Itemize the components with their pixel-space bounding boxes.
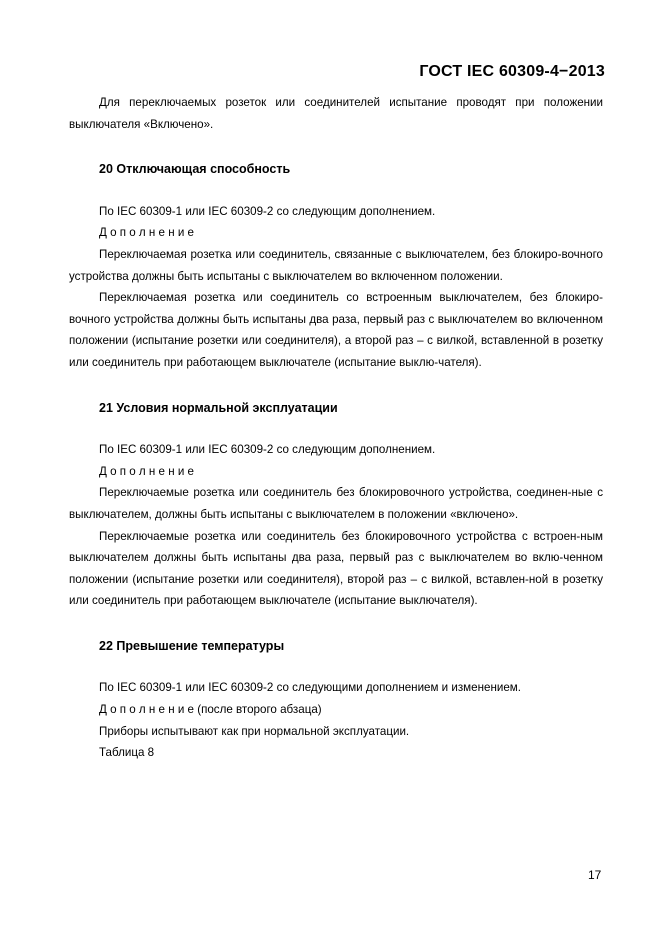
document-body (69, 92, 603, 764)
section-20-paragraph-2: Переключаемая розетка или соединитель со встроенным выключателем, без блокиро-вочного устройства должны быть испытаны два раза, первый раз с выключателем во включенном положении (испытание розетки или соединителя), а второй раз – с вилкой, вставленной в розетку или соединитель при работающем выключателе (испытание выклю-чателя). (69, 291, 603, 369)
section-21-paragraph-2: Переключаемые розетка или соединитель без блокировочного устройства с встроен-ным выключателем должны быть испытаны два раза, первый раз с выключателем во вклю-ченном положении (испытание розетки или соединителя), второй раз – с вилкой, вставлен-ной в розетку или соединитель при работающем выключателе (испытание выключателя). (69, 529, 603, 608)
page-number: 17 (588, 868, 602, 882)
section-22-addition-note: (после второго абзаца) (197, 703, 322, 717)
section-22-table-ref: Таблица 8 (99, 746, 155, 760)
section-21-paragraph-1: Переключаемые розетка или соединитель без блокировочного устройства, соединен-ные с выключателем, должны быть испытаны с выключателем в положении «включено». (69, 486, 603, 521)
section-20-addition: Д о п о л н е н и е (99, 226, 194, 240)
section-22-ref: По IEC 60309-1 или IEC 60309-2 со следующими дополнением и изменением. (99, 681, 521, 695)
section-22-paragraph-1: Приборы испытывают как при нормальной эксплуатации. (99, 724, 410, 738)
document-header: ГОСТ IEC 60309-4−2013 (419, 63, 605, 80)
section-21-addition: Д о п о л н е н и е (99, 464, 194, 478)
section-20-ref: По IEC 60309-1 или IEC 60309-2 со следующим дополнением. (99, 204, 436, 218)
section-20-title: 20 Отключающая способность (99, 162, 291, 177)
section-22-title: 22 Превышение температуры (99, 638, 285, 653)
section-21-ref: По IEC 60309-1 или IEC 60309-2 со следующим дополнением. (99, 443, 436, 457)
section-20-paragraph-1: Переключаемая розетка или соединитель, связанные с выключателем, без блокиро-вочного устройства должны быть испытаны с выключателем во включенном положении. (69, 247, 603, 283)
section-22-addition-label: Д о п о л н е н и е (99, 703, 194, 717)
section-22-addition (69, 699, 603, 721)
section-21-title: 21 Условия нормальной эксплуатации (99, 400, 338, 415)
intro-paragraph: Для переключаемых розеток или соединителей испытание проводят при положении выключателя «Включено». (69, 96, 603, 131)
